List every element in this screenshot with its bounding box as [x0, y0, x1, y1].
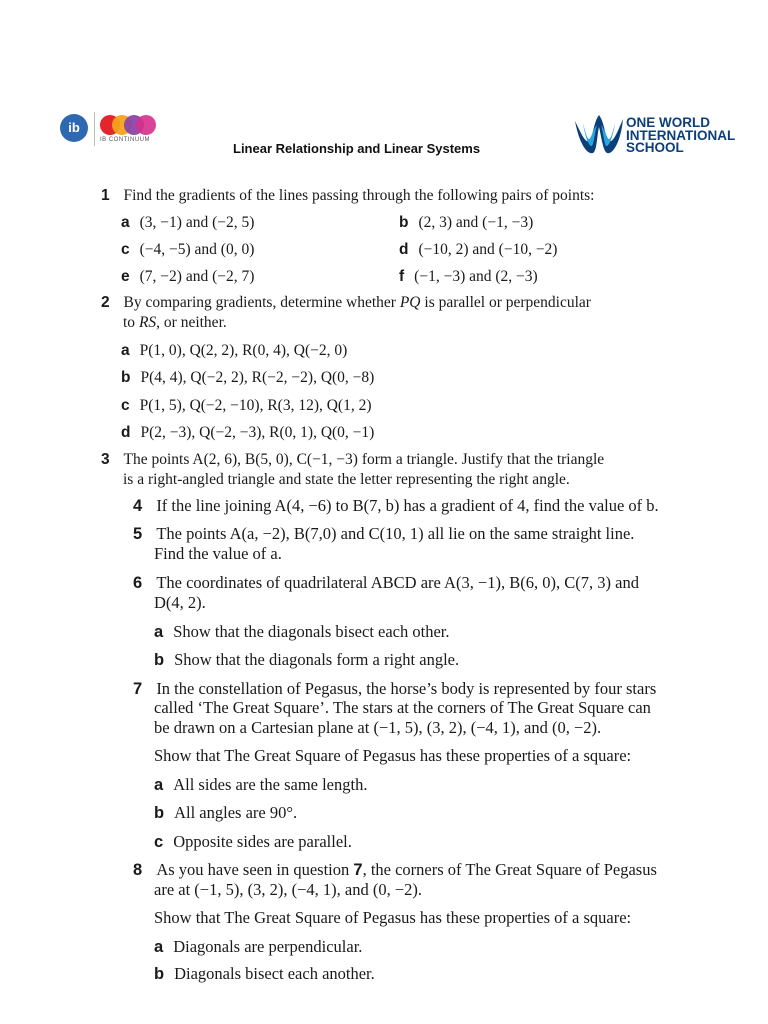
- ib-logo: [60, 112, 165, 148]
- question-reference: 7: [353, 861, 363, 879]
- question-number: 6: [133, 574, 143, 592]
- part-7c: c Opposite sides are parallel.: [154, 832, 352, 851]
- question-7-line2: called ‘The Great Square’. The stars at the corners of The Great Square can: [154, 698, 651, 717]
- question-5: [133, 524, 634, 544]
- question-number: 7: [133, 680, 143, 698]
- part-text: Opposite sides are parallel.: [173, 832, 352, 851]
- ib-continuum-label: IB CONTINUUM: [100, 137, 150, 143]
- part-2d: d P(2, −3), Q(−2, −3), R(0, 1), Q(0, −1): [121, 424, 375, 441]
- part-text: P(2, −3), Q(−2, −3), R(0, 1), Q(0, −1): [140, 424, 375, 441]
- school-logo: [573, 113, 743, 157]
- question-number: 8: [133, 861, 143, 879]
- ib-badge-icon: ib: [60, 114, 88, 142]
- question-7-line3: be drawn on a Cartesian plane at (−1, 5), (3, 2), (−4, 1), and (0, −2).: [154, 718, 602, 737]
- question-7-line4: Show that The Great Square of Pegasus has these properties of a square:: [154, 746, 632, 765]
- part-text: All angles are 90°.: [174, 803, 298, 822]
- part-8b: b Diagonals bisect each another.: [154, 964, 375, 983]
- question-number: 4: [133, 497, 143, 515]
- school-name-line: SCHOOL: [626, 140, 684, 155]
- part-text: All sides are the same length.: [173, 775, 368, 794]
- part-text: (−4, −5) and (0, 0): [139, 241, 255, 258]
- part-text: Diagonals are perpendicular.: [173, 937, 363, 956]
- part-1f: f (−1, −3) and (2, −3): [399, 268, 538, 285]
- question-2: 2 By comparing gradients, determine whether PQ is parallel or perpendicular: [101, 294, 591, 311]
- part-2c: c P(1, 5), Q(−2, −10), R(3, 12), Q(1, 2): [121, 397, 372, 414]
- question-text: The points A(2, 6), B(5, 0), C(−1, −3) form a triangle. Justify that the triangle: [123, 451, 605, 468]
- part-text: Diagonals bisect each another.: [174, 964, 375, 983]
- question-text: Find the gradients of the lines passing through the following pairs of points:: [123, 187, 595, 204]
- part-text: Show that the diagonals bisect each other.: [173, 622, 450, 641]
- document-title: Linear Relationship and Linear Systems: [233, 141, 481, 156]
- question-2-line2: to RS, or neither.: [123, 314, 227, 331]
- part-7b: b All angles are 90°.: [154, 803, 298, 822]
- question-text: The coordinates of quadrilateral ABCD are A(3, −1), B(6, 0), C(7, 3) and: [156, 573, 639, 592]
- question-4: [133, 496, 659, 516]
- school-name-line: ONE WORLD: [626, 115, 710, 130]
- part-2a: a P(1, 0), Q(2, 2), R(0, 4), Q(−2, 0): [121, 342, 348, 359]
- part-6a: a Show that the diagonals bisect each other.: [154, 622, 450, 641]
- part-6b: b Show that the diagonals form a right angle.: [154, 650, 460, 669]
- question-8: 8 As you have seen in question 7, the corners of The Great Square of Pegasus: [133, 860, 657, 879]
- part-text: Show that the diagonals form a right angle.: [174, 650, 460, 669]
- school-emblem-icon: [573, 113, 625, 157]
- part-1d: d (−10, 2) and (−10, −2): [399, 241, 558, 258]
- question-8-line3: Show that The Great Square of Pegasus has these properties of a square:: [154, 908, 632, 927]
- part-text: (2, 3) and (−1, −3): [418, 214, 534, 231]
- part-text: P(4, 4), Q(−2, 2), R(−2, −2), Q(0, −8): [140, 369, 375, 386]
- logo-divider: [94, 112, 95, 146]
- question-text: The points A(a, −2), B(7,0) and C(10, 1) all lie on the same straight line.: [156, 524, 635, 543]
- question-text: If the line joining A(4, −6) to B(7, b) has a gradient of 4, find the value of b.: [156, 496, 659, 515]
- question-number: 2: [101, 294, 110, 311]
- question-3: [101, 451, 604, 469]
- school-name-line: INTERNATIONAL: [626, 127, 736, 143]
- part-7a: a All sides are the same length.: [154, 775, 368, 794]
- question-number: 5: [133, 525, 143, 543]
- question-6-line2: D(4, 2).: [154, 593, 206, 612]
- question-3-line2: is a right-angled triangle and state the letter representing the right angle.: [123, 471, 570, 488]
- part-1c: c (−4, −5) and (0, 0): [121, 241, 255, 258]
- question-text: In the constellation of Pegasus, the horse’s body is represented by four stars: [156, 679, 657, 698]
- part-1e: e (7, −2) and (−2, 7): [121, 268, 255, 285]
- part-1a: a (3, −1) and (−2, 5): [121, 214, 255, 231]
- question-7: [133, 679, 656, 699]
- part-2b: b P(4, 4), Q(−2, 2), R(−2, −2), Q(0, −8): [121, 369, 375, 386]
- school-name: [626, 117, 735, 155]
- question-8-line2: are at (−1, 5), (3, 2), (−4, 1), and (0, −2).: [154, 880, 422, 899]
- part-text: (−10, 2) and (−10, −2): [418, 241, 558, 258]
- part-text: (3, −1) and (−2, 5): [139, 214, 255, 231]
- part-text: (−1, −3) and (2, −3): [414, 268, 538, 285]
- part-text: P(1, 0), Q(2, 2), R(0, 4), Q(−2, 0): [139, 342, 348, 359]
- question-1: [101, 187, 594, 205]
- question-5-line2: Find the value of a.: [154, 544, 282, 563]
- question-6: [133, 573, 639, 593]
- part-8a: a Diagonals are perpendicular.: [154, 937, 363, 956]
- continuum-pink-circle-icon: [136, 115, 156, 135]
- question-number: 1: [101, 187, 110, 204]
- part-text: (7, −2) and (−2, 7): [139, 268, 255, 285]
- question-number: 3: [101, 451, 110, 468]
- part-1b: b (2, 3) and (−1, −3): [399, 214, 534, 231]
- part-text: P(1, 5), Q(−2, −10), R(3, 12), Q(1, 2): [139, 397, 372, 414]
